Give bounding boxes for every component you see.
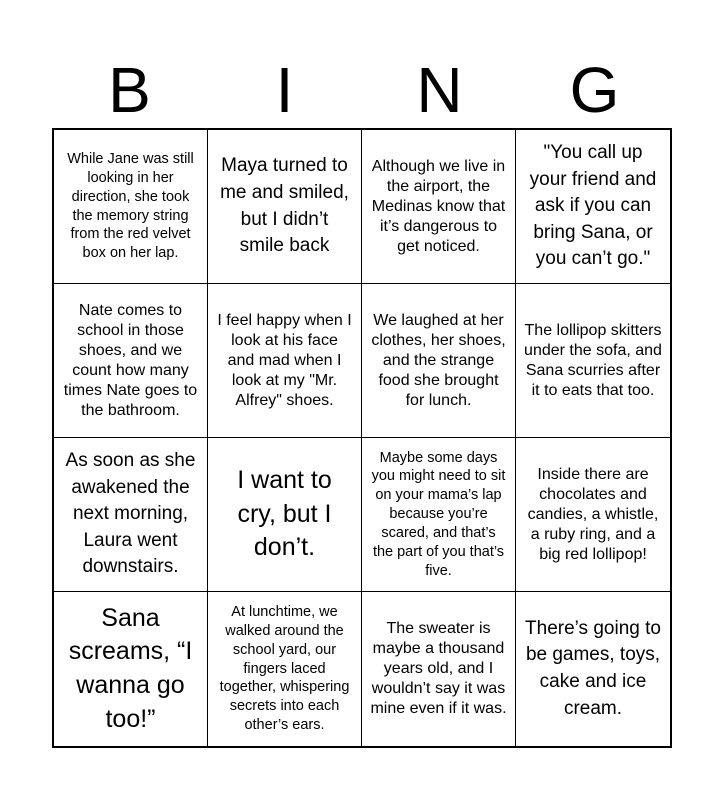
bingo-cell: The lollipop skitters under the sofa, and Sana scurries after it to eats that too.	[516, 284, 670, 438]
header-letter-n: N	[416, 54, 463, 126]
bingo-cell: Sana screams, “I wanna go too!”	[54, 592, 208, 746]
bingo-header	[52, 52, 672, 128]
bingo-cell: There’s going to be games, toys, cake and ice cream.	[525, 617, 661, 719]
bingo-cell: I want to cry, but I don’t.	[208, 438, 362, 592]
bingo-cell: "You call up your friend and ask if you can bring Sana, or you can’t go."	[516, 130, 670, 284]
bingo-cell: I feel happy when I look at his face and mad when I look at my "Mr. Alfrey" shoes.	[208, 284, 362, 438]
bingo-cell: While Jane was still looking in her direction, she took the memory string from the red velvet box on her lap.	[54, 130, 208, 284]
header-letter-g: G	[569, 54, 620, 126]
bingo-grid	[52, 128, 672, 748]
bingo-cell: We laughed at her clothes, her shoes, and the strange food she brought for lunch.	[362, 284, 516, 438]
bingo-cell: Nate comes to school in those shoes, and we count how many times Nate goes to the bathroom.	[54, 284, 208, 438]
bingo-cell: At lunchtime, we walked around the school yard, our fingers laced together, whispering secrets into each other’s ears.	[208, 592, 362, 746]
header-letter-b: B	[108, 54, 151, 126]
bingo-cell: Although we live in the airport, the Medinas know that it’s dangerous to get noticed.	[362, 130, 516, 284]
bingo-cell: Inside there are chocolates and candies, a whistle, a ruby ring, and a big red lollipop!	[516, 438, 670, 592]
bingo-cell: As soon as she awakened the next morning, Laura went downstairs.	[54, 438, 208, 592]
header-letter-i: I	[275, 54, 294, 126]
bingo-cell: Maya turned to me and smiled, but I didn’t smile back	[208, 130, 362, 284]
bingo-cell: The sweater is maybe a thousand years old, and I wouldn’t say it was mine even if it was.	[362, 592, 516, 746]
bingo-cell: Maybe some days you might need to sit on your mama’s lap because you’re scared, and that’s the part of you that’s five.	[362, 438, 516, 592]
